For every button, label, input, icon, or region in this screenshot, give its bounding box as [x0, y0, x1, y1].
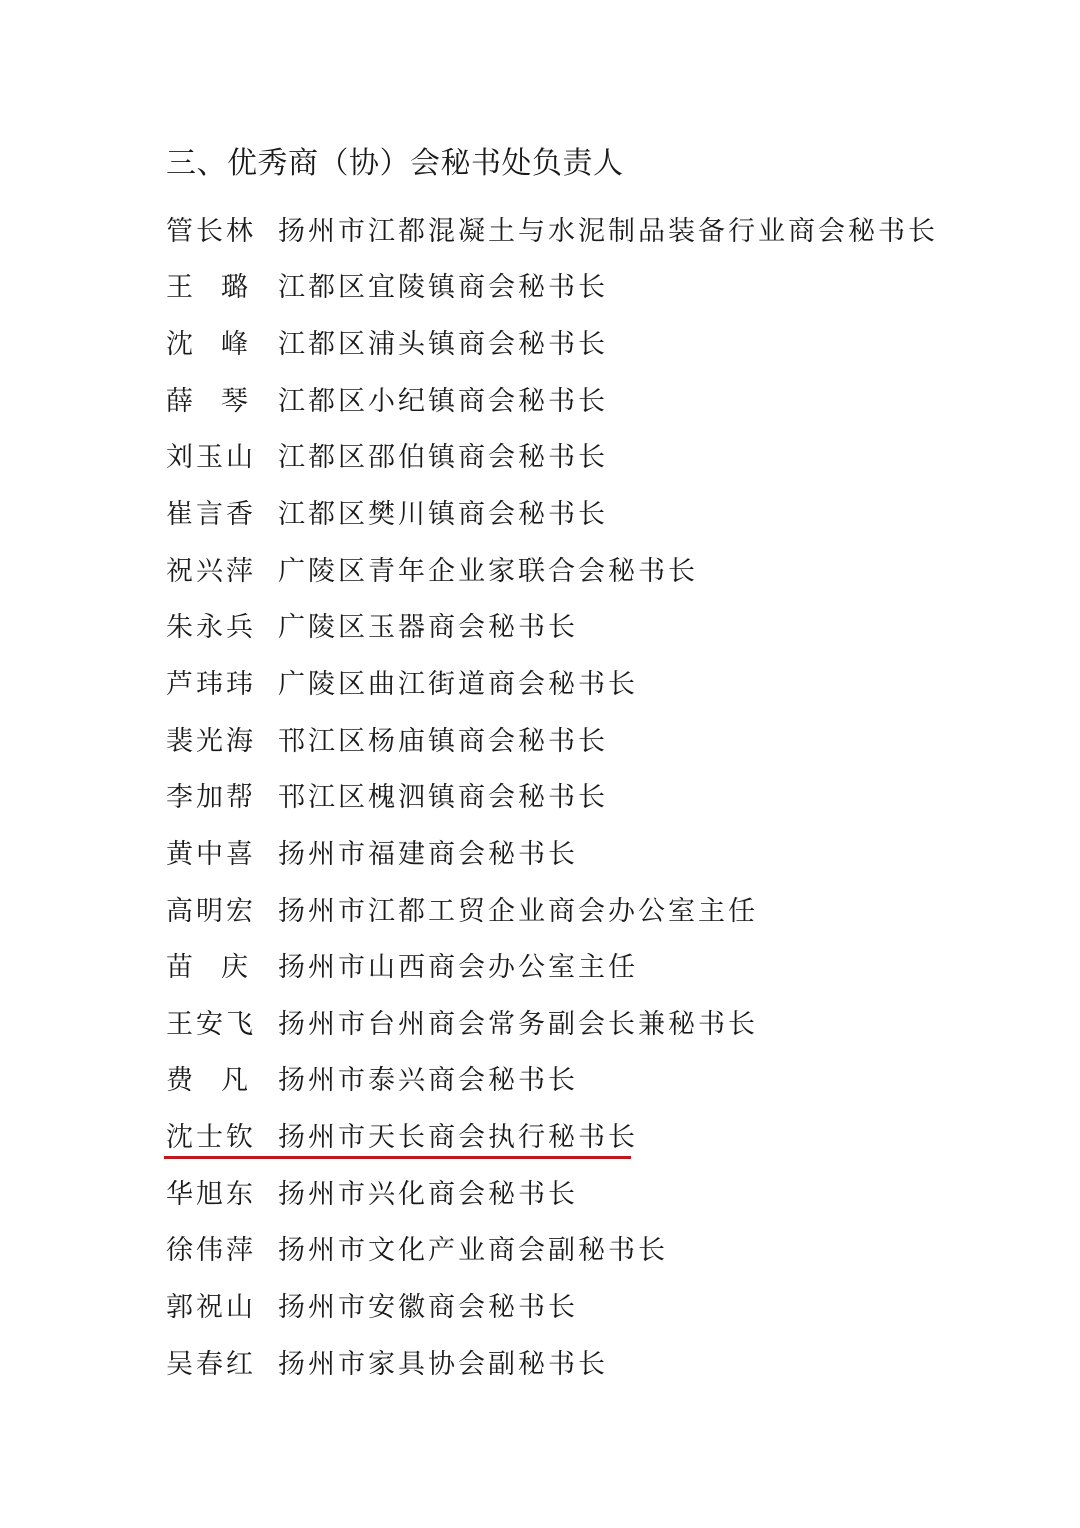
entry-role: 扬州市家具协会副秘书长 — [278, 1348, 608, 1380]
list-item — [166, 766, 938, 823]
list-item — [166, 1276, 938, 1333]
entry-name: 黄中喜 — [166, 838, 256, 870]
list-item — [166, 1220, 938, 1277]
entry-role: 江都区小纪镇商会秘书长 — [278, 385, 608, 417]
entry-name: 郭祝山 — [166, 1291, 256, 1323]
list-item — [166, 596, 938, 653]
list-item — [166, 880, 938, 937]
entry-name: 朱永兵 — [166, 612, 256, 644]
list-item — [166, 200, 938, 257]
entry-role: 扬州市泰兴商会秘书长 — [278, 1065, 578, 1097]
list-item — [166, 653, 938, 710]
entry-role: 扬州市山西商会办公室主任 — [278, 952, 638, 984]
list-item — [166, 1050, 938, 1107]
list-item-highlighted — [166, 1106, 938, 1163]
entry-role: 扬州市文化产业商会副秘书长 — [278, 1235, 668, 1267]
highlight-underline — [164, 1156, 631, 1159]
list-item — [166, 483, 938, 540]
list-item — [166, 1163, 938, 1220]
entry-role: 扬州市安徽商会秘书长 — [278, 1291, 578, 1323]
list-item — [166, 993, 938, 1050]
entry-name: 徐伟萍 — [166, 1235, 256, 1267]
entry-name: 费凡 — [166, 1065, 276, 1097]
entry-name: 刘玉山 — [166, 442, 256, 474]
entry-role: 广陵区曲江街道商会秘书长 — [278, 668, 638, 700]
list-item — [166, 710, 938, 767]
entry-role: 广陵区玉器商会秘书长 — [278, 612, 578, 644]
list-item — [166, 427, 938, 484]
entry-name: 薛琴 — [166, 385, 276, 417]
entry-name: 管长林 — [166, 215, 256, 247]
list-item — [166, 823, 938, 880]
entry-name: 王安飞 — [166, 1008, 256, 1040]
entry-role: 邗江区槐泗镇商会秘书长 — [278, 782, 608, 814]
entry-role: 江都区樊川镇商会秘书长 — [278, 499, 608, 531]
entry-role: 扬州市江都工贸企业商会办公室主任 — [278, 895, 758, 927]
list-item — [166, 370, 938, 427]
entry-name: 高明宏 — [166, 895, 256, 927]
entry-role: 扬州市福建商会秘书长 — [278, 838, 578, 870]
section-heading: 三、优秀商（协）会秘书处负责人 — [166, 146, 624, 181]
entry-name: 苗庆 — [166, 952, 276, 984]
entry-role: 江都区浦头镇商会秘书长 — [278, 329, 608, 361]
entry-name: 李加帮 — [166, 782, 256, 814]
list-item — [166, 313, 938, 370]
entry-role: 扬州市兴化商会秘书长 — [278, 1178, 578, 1210]
entry-name: 华旭东 — [166, 1178, 256, 1210]
entry-role: 邗江区杨庙镇商会秘书长 — [278, 725, 608, 757]
entry-name: 沈士钦 — [166, 1122, 256, 1154]
entry-name: 芦玮玮 — [166, 668, 256, 700]
list-item — [166, 1333, 938, 1390]
entry-name: 吴春红 — [166, 1348, 256, 1380]
entry-name: 裴光海 — [166, 725, 256, 757]
entry-role: 广陵区青年企业家联合会秘书长 — [278, 555, 698, 587]
entry-role: 扬州市天长商会执行秘书长 — [278, 1122, 638, 1154]
entry-name: 祝兴萍 — [166, 555, 256, 587]
entry-list — [166, 200, 938, 1389]
list-item — [166, 257, 938, 314]
entry-role: 扬州市台州商会常务副会长兼秘书长 — [278, 1008, 758, 1040]
entry-name: 崔言香 — [166, 499, 256, 531]
entry-role: 扬州市江都混凝土与水泥制品装备行业商会秘书长 — [278, 215, 938, 247]
entry-name: 王璐 — [166, 272, 276, 304]
list-item — [166, 540, 938, 597]
entry-name: 沈峰 — [166, 329, 276, 361]
list-item — [166, 936, 938, 993]
entry-role: 江都区邵伯镇商会秘书长 — [278, 442, 608, 474]
entry-role: 江都区宜陵镇商会秘书长 — [278, 272, 608, 304]
